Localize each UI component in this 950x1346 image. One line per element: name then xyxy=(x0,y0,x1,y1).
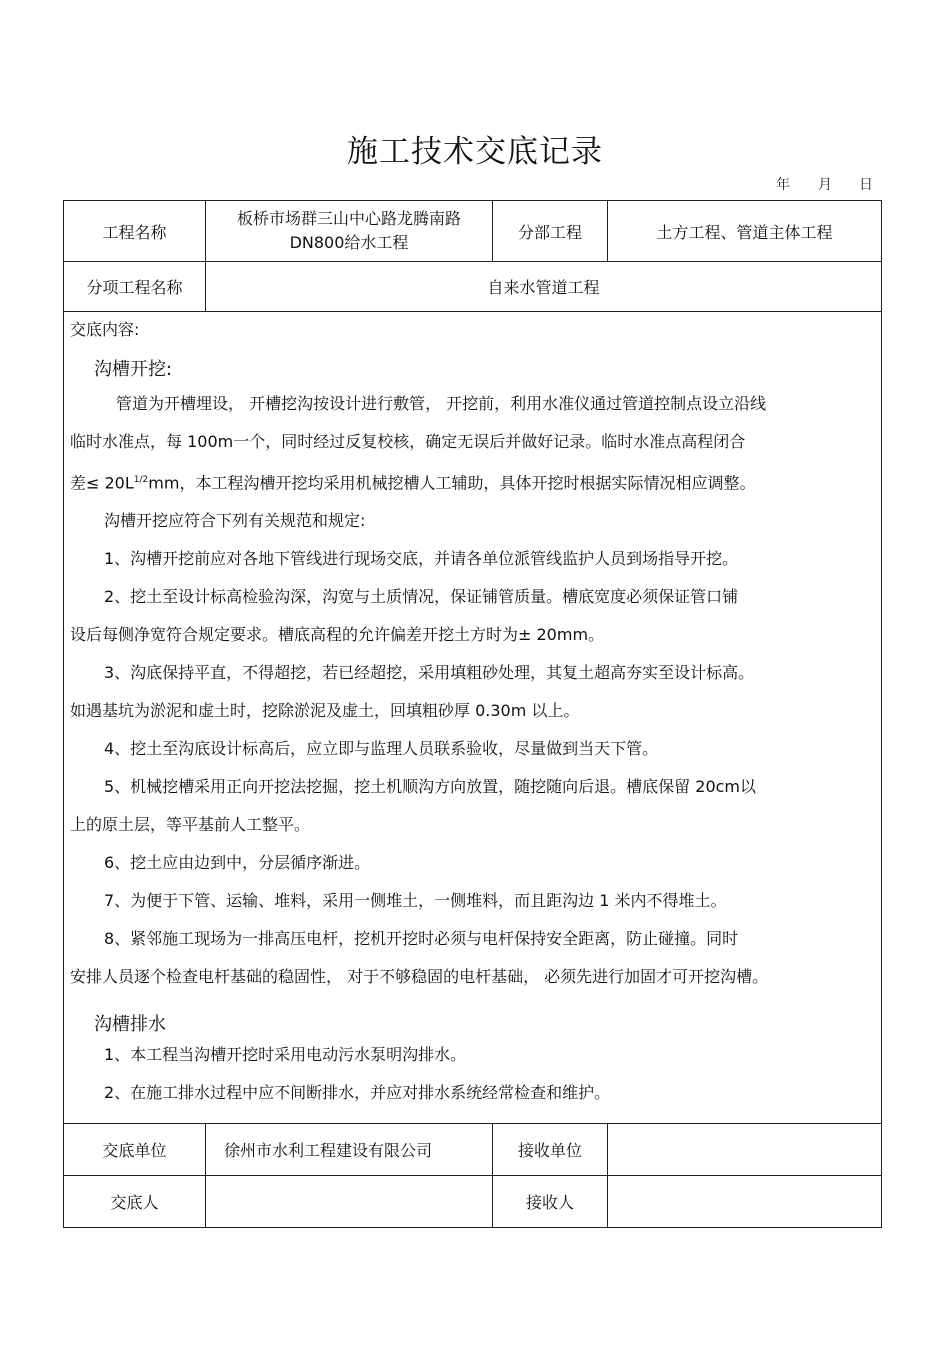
content-cell xyxy=(64,312,882,1124)
subitem-row xyxy=(64,262,882,312)
list-item-6: 6、挖土应由边到中，分层循序渐进。 xyxy=(104,853,371,873)
list-item-2a: 2、挖土至设计标高检验沟深，沟宽与土质情况，保证铺管质量。槽底宽度必须保证管口铺 xyxy=(104,587,739,607)
subitem-value: 自来水管道工程 xyxy=(206,262,882,312)
issuer-person-value xyxy=(206,1176,493,1228)
receiver-unit-value xyxy=(608,1124,882,1176)
document-title: 施工技术交底记录 xyxy=(347,134,603,170)
project-name-label: 工程名称 xyxy=(64,201,206,262)
section-title-drainage: 沟槽排水 xyxy=(94,1014,166,1036)
drainage-item-1: 1、本工程当沟槽开挖时采用电动污水泵明沟排水。 xyxy=(104,1045,467,1065)
list-item-8a: 8、紧邻施工现场为一排高压电杆，挖机开挖时必须与电杆保持安全距离，防止碰撞。同时 xyxy=(104,929,739,949)
receiver-unit-label: 接收单位 xyxy=(493,1124,608,1176)
date-month-label: 月 xyxy=(818,177,832,193)
project-row xyxy=(64,201,882,262)
person-row xyxy=(64,1176,882,1228)
paragraph-1b: 临时水准点，每 100m一个，同时经过反复校核，确定无误后并做好记录。临时水准点高程闭合 xyxy=(70,432,746,451)
date-year-label: 年 xyxy=(776,177,790,193)
content-label: 交底内容: xyxy=(70,320,140,339)
project-name-line1: 板桥市场群三山中心路龙腾南路 xyxy=(236,209,461,228)
content-row xyxy=(64,312,882,1124)
paragraph-1c-pre: 差≤ 20L xyxy=(70,473,134,493)
issuer-person-label: 交底人 xyxy=(64,1176,206,1228)
receiver-person-label: 接收人 xyxy=(493,1176,608,1228)
paragraph-1a: 管道为开槽埋设， 开槽挖沟按设计进行敷管， 开挖前，利用水准仪通过管道控制点设立沿线 xyxy=(116,394,767,413)
project-name-line2: DN800给水工程 xyxy=(289,233,409,252)
date-day-label: 日 xyxy=(859,177,873,193)
division-value: 土方工程、管道主体工程 xyxy=(608,201,882,262)
subitem-label: 分项工程名称 xyxy=(64,262,206,312)
section-title-excavation: 沟槽开挖: xyxy=(94,359,173,380)
record-table xyxy=(63,200,882,1228)
list-item-7: 7、为便于下管、运输、堆料，采用一侧堆土，一侧堆料，而且距沟边 1 米内不得堆土。 xyxy=(104,891,727,911)
list-item-3a: 3、沟底保持平直，不得超挖，若已经超挖，采用填粗砂处理，其复土超高夯实至设计标高。 xyxy=(104,663,755,683)
issuer-unit-value: 徐州市水利工程建设有限公司 xyxy=(206,1124,493,1176)
list-item-4: 4、挖土至沟底设计标高后，应立即与监理人员联系验收，尽量做到当天下管。 xyxy=(104,739,659,759)
list-item-3b: 如遇基坑为淤泥和虚土时，挖除淤泥及虚土，回填粗砂厚 0.30m 以上。 xyxy=(70,701,580,721)
list-item-1: 1、沟槽开挖前应对各地下管线进行现场交底，并请各单位派管线监护人员到场指导开挖。 xyxy=(104,549,739,569)
receiver-person-value xyxy=(608,1176,882,1228)
list-item-2b: 设后每侧净宽符合规定要求。槽底高程的允许偏差开挖土方时为± 20mm。 xyxy=(70,625,605,645)
project-name-value xyxy=(206,201,493,262)
unit-row xyxy=(64,1124,882,1176)
paragraph-1c xyxy=(70,461,875,502)
drainage-item-2: 2、在施工排水过程中应不间断排水，并应对排水系统经常检查和维护。 xyxy=(104,1083,611,1103)
issuer-unit-label: 交底单位 xyxy=(64,1124,206,1176)
paragraph-2: 沟槽开挖应符合下列有关规范和规定: xyxy=(104,511,366,531)
list-item-5b: 上的原土层，等平基前人工整平。 xyxy=(70,815,311,835)
paragraph-1c-post: mm，本工程沟槽开挖均采用机械挖槽人工辅助，具体开挖时根据实际情况相应调整。 xyxy=(148,473,756,493)
list-item-8b: 安排人员逐个检查电杆基础的稳固性， 对于不够稳固的电杆基础， 必须先进行加固才可开挖沟槽。 xyxy=(70,967,769,987)
paragraph-1c-sup: 1/2 xyxy=(133,475,149,485)
division-label: 分部工程 xyxy=(493,201,608,262)
list-item-5a: 5、机械挖槽采用正向开挖法挖掘，挖土机顺沟方向放置，随挖随向后退。槽底保留 20cm以 xyxy=(104,777,757,797)
